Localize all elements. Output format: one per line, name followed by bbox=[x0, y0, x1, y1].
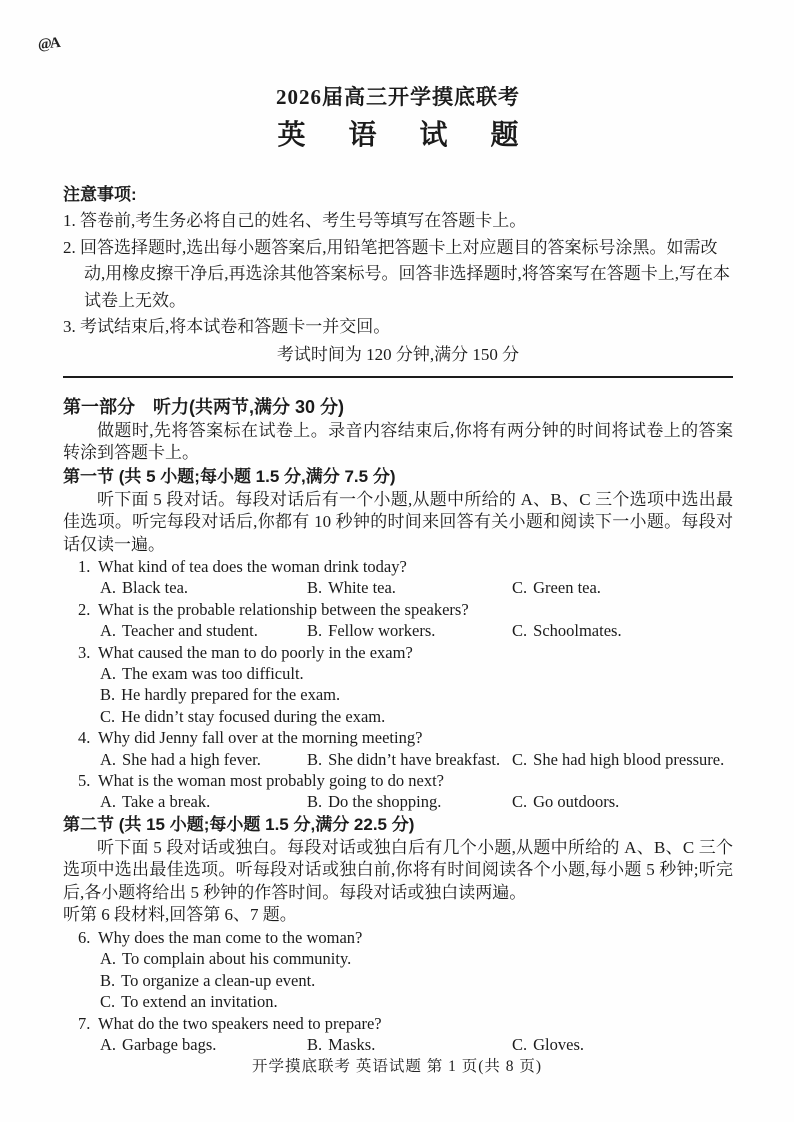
option-text: She didn’t have breakfast. bbox=[328, 749, 501, 769]
option-text: Schoolmates. bbox=[533, 621, 622, 641]
question bbox=[78, 642, 733, 728]
option bbox=[100, 577, 307, 598]
option-letter: B. bbox=[307, 578, 323, 598]
option bbox=[100, 620, 307, 641]
question bbox=[78, 927, 733, 1013]
question-line bbox=[78, 642, 733, 663]
option-text: Go outdoors. bbox=[533, 792, 620, 812]
option bbox=[100, 970, 733, 991]
question-options bbox=[100, 663, 733, 727]
option bbox=[512, 749, 733, 770]
question-options bbox=[100, 948, 733, 1012]
option-letter: C. bbox=[512, 578, 528, 598]
question-number: 2. bbox=[78, 599, 91, 619]
question-options bbox=[100, 577, 733, 598]
question-text: What do the two speakers need to prepare? bbox=[98, 1013, 382, 1033]
part1-heading: 第一部分 听力(共两节,满分 30 分) bbox=[63, 396, 345, 417]
option-letter: A. bbox=[100, 664, 117, 684]
option-text: Green tea. bbox=[533, 578, 601, 598]
option-letter: A. bbox=[100, 792, 117, 812]
notice-item-number: 3. bbox=[63, 317, 80, 336]
section1-questions bbox=[78, 556, 733, 813]
option-text: Teacher and student. bbox=[122, 621, 258, 641]
option bbox=[307, 749, 512, 770]
notice-item-number: 1. bbox=[63, 211, 80, 230]
option-letter: C. bbox=[100, 992, 116, 1012]
option-text: He didn’t stay focused during the exam. bbox=[121, 706, 386, 726]
notice-item bbox=[63, 314, 733, 341]
question-text: What caused the man to do poorly in the exam? bbox=[98, 642, 413, 662]
option bbox=[307, 791, 512, 812]
notice-item bbox=[63, 208, 733, 235]
part1-intro: 做题时,先将答案标在试卷上。录音内容结束后,你将有两分钟的时间将试卷上的答案转涂到答题卡上。 bbox=[63, 420, 733, 462]
option-text: To organize a clean-up event. bbox=[121, 970, 316, 990]
question-line bbox=[78, 1013, 733, 1034]
option-text: Take a break. bbox=[122, 792, 211, 812]
question-line bbox=[78, 556, 733, 577]
notice-item-number: 2. bbox=[63, 237, 80, 257]
question-number: 1. bbox=[78, 557, 91, 576]
question-number: 7. bbox=[78, 1013, 91, 1033]
notice-item bbox=[63, 235, 733, 315]
option-letter: B. bbox=[100, 970, 116, 990]
question bbox=[78, 727, 733, 770]
option-letter: C. bbox=[512, 621, 528, 641]
subject-title: 英 语 试 题 bbox=[277, 120, 537, 151]
notice-item-text: 答卷前,考生务必将自己的姓名、考生号等填写在答题卡上。 bbox=[80, 211, 527, 230]
question-options bbox=[100, 620, 733, 641]
option bbox=[307, 577, 512, 598]
option bbox=[100, 663, 733, 684]
section2-intro: 听下面 5 段对话或独白。每段对话或独白后有几个小题,从题中所给的 A、B、C 三个选项中选出最佳选项。听每段对话或独白前,你将有时间阅读各个小题,每小题 5 秒钟;听完后,各小题将给出 5 秒钟的作答时间。每段对话或独白读两遍。 bbox=[63, 837, 733, 902]
section2-heading: 第二节 (共 15 小题;每小题 1.5 分,满分 22.5 分) bbox=[63, 814, 415, 834]
option-text: To extend an invitation. bbox=[121, 992, 278, 1012]
option bbox=[512, 577, 733, 598]
question-number: 6. bbox=[78, 927, 91, 947]
question bbox=[78, 1013, 733, 1056]
option-text: Masks. bbox=[328, 1034, 376, 1054]
option bbox=[307, 620, 512, 641]
option-text: Garbage bags. bbox=[122, 1034, 217, 1054]
question-text: What is the probable relationship between the speakers? bbox=[98, 599, 469, 619]
section2-questions bbox=[78, 927, 733, 1055]
option bbox=[512, 620, 733, 641]
option-text: She had a high fever. bbox=[122, 749, 261, 769]
section-divider bbox=[63, 376, 733, 378]
question-number: 4. bbox=[78, 728, 91, 748]
notice-item-text: 考试结束后,将本试卷和答题卡一并交回。 bbox=[80, 317, 391, 336]
exam-title: 2026届高三开学摸底联考 bbox=[276, 85, 520, 109]
option-text: To complain about his community. bbox=[122, 949, 352, 969]
option-letter: C. bbox=[512, 1034, 528, 1054]
notice-heading: 注意事项: bbox=[63, 185, 137, 204]
option-letter: C. bbox=[100, 706, 116, 726]
option-letter: A. bbox=[100, 1034, 117, 1054]
option-letter: A. bbox=[100, 949, 117, 969]
option-letter: B. bbox=[307, 621, 323, 641]
question bbox=[78, 599, 733, 642]
option-text: Do the shopping. bbox=[328, 792, 442, 812]
question-line bbox=[78, 927, 733, 948]
option-letter: B. bbox=[307, 792, 323, 812]
corner-stamp-icon: @A bbox=[37, 34, 60, 54]
option bbox=[100, 791, 307, 812]
option bbox=[100, 749, 307, 770]
option bbox=[307, 1034, 512, 1055]
option-letter: A. bbox=[100, 621, 117, 641]
page-content bbox=[63, 0, 733, 1055]
question-text: What kind of tea does the woman drink today? bbox=[98, 557, 407, 576]
option-letter: C. bbox=[512, 749, 528, 769]
option bbox=[100, 948, 733, 969]
option bbox=[100, 684, 733, 705]
option bbox=[100, 991, 733, 1012]
option-text: Fellow workers. bbox=[328, 621, 436, 641]
question-number: 5. bbox=[78, 771, 91, 791]
question-text: What is the woman most probably going to do next? bbox=[98, 771, 444, 791]
option-text: He hardly prepared for the exam. bbox=[121, 685, 341, 705]
option-text: She had high blood pressure. bbox=[533, 749, 725, 769]
section1-intro: 听下面 5 段对话。每段对话后有一个小题,从题中所给的 A、B、C 三个选项中选出最佳选项。听完每段对话后,你都有 10 秒钟的时间来回答有关小题和阅读下一小题。每段对话仅读一遍。 bbox=[63, 489, 733, 554]
option-letter: B. bbox=[307, 749, 323, 769]
question-options bbox=[100, 1034, 733, 1055]
notice-item-text: 回答选择题时,选出每小题答案后,用铅笔把答题卡上对应题目的答案标号涂黑。如需改动,用橡皮擦干净后,再选涂其他答案标号。回答非选择题时,将答案写在答题卡上,写在本试卷上无效。 bbox=[80, 237, 730, 310]
option-text: White tea. bbox=[328, 578, 396, 598]
exam-time-line: 考试时间为 120 分钟,满分 150 分 bbox=[276, 344, 520, 364]
option-letter: B. bbox=[100, 685, 116, 705]
question bbox=[78, 556, 733, 599]
question-line bbox=[78, 599, 733, 620]
option bbox=[512, 1034, 733, 1055]
question-line bbox=[78, 770, 733, 791]
option-letter: C. bbox=[512, 792, 528, 812]
option bbox=[100, 1034, 307, 1055]
option bbox=[512, 791, 733, 812]
option bbox=[100, 706, 733, 727]
question-text: Why does the man come to the woman? bbox=[98, 927, 363, 947]
question bbox=[78, 770, 733, 813]
material-note: 听第 6 段材料,回答第 6、7 题。 bbox=[63, 905, 297, 925]
question-line bbox=[78, 727, 733, 748]
option-text: Black tea. bbox=[122, 578, 189, 598]
question-options bbox=[100, 749, 733, 770]
question-options bbox=[100, 791, 733, 812]
option-text: The exam was too difficult. bbox=[122, 664, 304, 684]
option-text: Gloves. bbox=[533, 1034, 585, 1054]
page-footer: 开学摸底联考 英语试题 第 1 页(共 8 页) bbox=[251, 1058, 543, 1075]
notice-list bbox=[63, 208, 733, 341]
question-text: Why did Jenny fall over at the morning meeting? bbox=[98, 728, 423, 748]
option-letter: B. bbox=[307, 1034, 323, 1054]
question-number: 3. bbox=[78, 642, 91, 662]
option-letter: A. bbox=[100, 578, 117, 598]
section1-heading: 第一节 (共 5 小题;每小题 1.5 分,满分 7.5 分) bbox=[63, 466, 396, 486]
option-letter: A. bbox=[100, 749, 117, 769]
